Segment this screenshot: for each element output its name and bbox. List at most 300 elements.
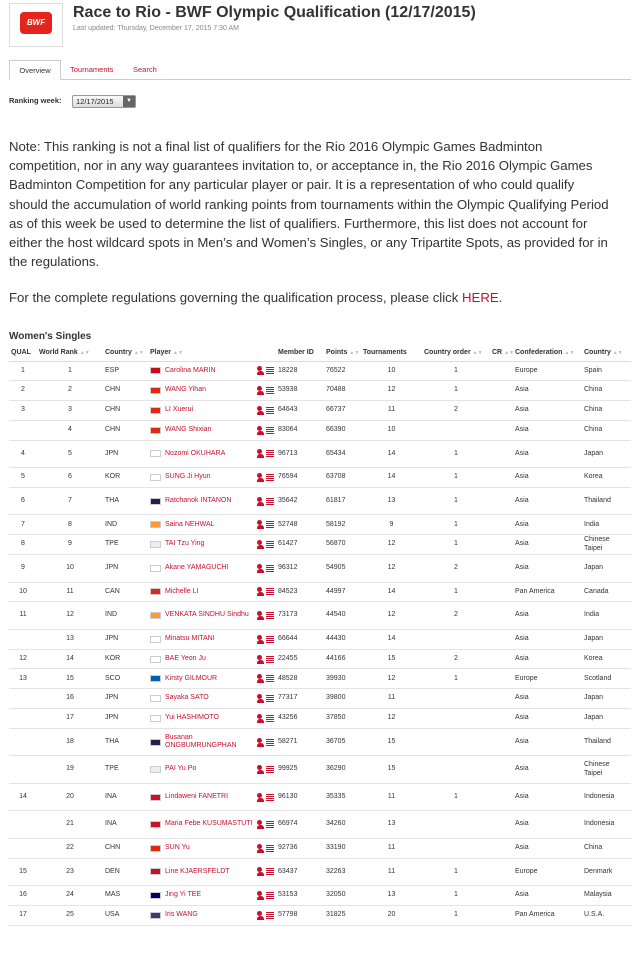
world-rank-cell: 24 xyxy=(37,886,103,906)
member-id-cell: 61427 xyxy=(276,535,324,555)
page-title: Race to Rio - BWF Olympic Qualification (12/17/2015) xyxy=(73,4,476,21)
player-link[interactable]: Michelle LI xyxy=(165,587,199,595)
player-profile-icon[interactable] xyxy=(257,820,274,829)
sort-icon: ▲▼ xyxy=(133,349,144,356)
player-link[interactable]: Iris WANG xyxy=(165,911,198,919)
table-row xyxy=(9,669,631,689)
country-flag-icon xyxy=(150,387,161,394)
country-order-cell: 1 xyxy=(422,582,490,602)
member-id-cell: 58271 xyxy=(276,728,324,756)
player-cell xyxy=(148,361,276,381)
country-order-cell: 1 xyxy=(422,669,490,689)
tournaments-cell: 15 xyxy=(361,649,422,669)
country-flag-icon xyxy=(150,821,161,828)
col-qual[interactable]: QUAL xyxy=(9,344,37,361)
confederation-cell: Europe xyxy=(513,361,582,381)
qual-cell: 11 xyxy=(9,602,37,630)
table-row xyxy=(9,582,631,602)
player-cell xyxy=(148,689,276,709)
member-id-cell: 99925 xyxy=(276,756,324,784)
tournaments-cell: 12 xyxy=(361,669,422,689)
points-cell: 44430 xyxy=(324,629,361,649)
table-row xyxy=(9,440,631,468)
player-profile-icon[interactable] xyxy=(257,520,274,529)
last-updated: Last updated: Thursday, December 17, 2015 7:30 AM xyxy=(73,25,239,32)
member-id-cell: 96130 xyxy=(276,783,324,811)
member-id-cell: 35642 xyxy=(276,487,324,515)
tournaments-cell: 10 xyxy=(361,420,422,440)
player-cell xyxy=(148,555,276,583)
country-order-cell xyxy=(422,689,490,709)
country-code-cell: CHN xyxy=(103,401,148,421)
ranking-week-select[interactable] xyxy=(72,95,136,108)
player-link[interactable]: PAI Yu Po xyxy=(165,765,197,773)
world-rank-cell: 3 xyxy=(37,401,103,421)
table-row xyxy=(9,555,631,583)
table-row xyxy=(9,602,631,630)
regulations-link[interactable]: HERE xyxy=(462,290,499,305)
country-cell: Thailand xyxy=(582,487,631,515)
col-member-id[interactable]: Member ID xyxy=(276,344,324,361)
member-id-cell: 43256 xyxy=(276,709,324,729)
points-cell: 66737 xyxy=(324,401,361,421)
country-order-cell xyxy=(422,811,490,839)
sort-icon: ▲▼ xyxy=(349,349,360,356)
country-code-cell: USA xyxy=(103,905,148,925)
player-link[interactable]: Jing Yi TEE xyxy=(165,891,202,899)
disclaimer-note: Note: This ranking is not a final list of qualifiers for the Rio 2016 Olympic Games Badminton competition, nor in any way guarantees invitation to, or acceptance in, the Rio 2016 Olympic Games Badminton Competition for any particular player or pair. It is a representation of who could qualify should the accumulation of world ranking points from tournaments within the Olympic Qualifying Period as of this week be used to determine the list of qualifiers. Furthermore, this list does not account for either the host wildcard spots in Men’s and Women’s Singles, or any Tripartite Spots, as provided for in the regulations. xyxy=(9,139,609,270)
player-link[interactable]: Line KJAERSFELDT xyxy=(165,867,230,875)
player-link[interactable]: Kirsty GILMOUR xyxy=(165,674,218,682)
confederation-cell: Europe xyxy=(513,858,582,886)
tab-search[interactable]: Search xyxy=(133,65,157,74)
table-row xyxy=(9,401,631,421)
confederation-cell: Asia xyxy=(513,783,582,811)
player-cell xyxy=(148,811,276,839)
tab-tournaments[interactable]: Tournaments xyxy=(70,65,114,74)
player-link[interactable]: WANG Shixian xyxy=(165,426,212,434)
points-cell: 56870 xyxy=(324,535,361,555)
player-profile-icon[interactable] xyxy=(257,674,274,683)
cr-cell xyxy=(490,756,513,784)
tournaments-cell: 11 xyxy=(361,401,422,421)
country-cell: Japan xyxy=(582,440,631,468)
table-row xyxy=(9,381,631,401)
country-flag-icon xyxy=(150,845,161,852)
country-flag-icon xyxy=(150,892,161,899)
table-row xyxy=(9,858,631,886)
col-country-order[interactable]: Country order ▲▼ xyxy=(422,344,490,361)
points-cell: 33190 xyxy=(324,838,361,858)
points-cell: 63708 xyxy=(324,468,361,488)
tournaments-cell: 11 xyxy=(361,858,422,886)
country-code-cell: JPN xyxy=(103,709,148,729)
country-flag-icon xyxy=(150,541,161,548)
country-cell: Indonesia xyxy=(582,783,631,811)
player-profile-icon[interactable] xyxy=(257,635,274,644)
member-id-cell: 48528 xyxy=(276,669,324,689)
qual-cell: 13 xyxy=(9,669,37,689)
country-cell: Denmark xyxy=(582,858,631,886)
player-link[interactable]: TAI Tzu Ying xyxy=(165,540,205,548)
tournaments-cell: 14 xyxy=(361,440,422,468)
sort-icon: ▲▼ xyxy=(612,349,623,356)
tournaments-cell: 12 xyxy=(361,602,422,630)
world-rank-cell: 8 xyxy=(37,515,103,535)
sort-icon: ▲▼ xyxy=(173,349,183,356)
player-link[interactable]: WANG Yihan xyxy=(165,386,206,394)
points-cell: 31825 xyxy=(324,905,361,925)
table-row xyxy=(9,838,631,858)
country-order-cell: 1 xyxy=(422,858,490,886)
world-rank-cell: 6 xyxy=(37,468,103,488)
country-order-cell: 1 xyxy=(422,381,490,401)
table-row xyxy=(9,468,631,488)
member-id-cell: 53153 xyxy=(276,886,324,906)
cr-cell xyxy=(490,468,513,488)
player-profile-icon[interactable] xyxy=(257,867,274,876)
regulations-period: . xyxy=(498,290,503,305)
tab-overview[interactable]: Overview xyxy=(9,60,61,80)
player-profile-icon[interactable] xyxy=(257,449,274,458)
confederation-cell: Asia xyxy=(513,886,582,906)
country-order-cell: 1 xyxy=(422,783,490,811)
player-link[interactable]: SUN Yu xyxy=(165,844,190,851)
col-player[interactable]: Player ▲▼ xyxy=(148,344,276,361)
points-cell: 54905 xyxy=(324,555,361,583)
player-profile-icon[interactable] xyxy=(257,540,274,549)
country-order-cell xyxy=(422,420,490,440)
world-rank-cell: 19 xyxy=(37,756,103,784)
player-link[interactable]: Akane YAMAGUCHI xyxy=(165,564,229,572)
country-cell: Japan xyxy=(582,689,631,709)
player-cell xyxy=(148,728,276,756)
world-rank-cell: 25 xyxy=(37,905,103,925)
world-rank-cell: 21 xyxy=(37,811,103,839)
qual-cell: 15 xyxy=(9,858,37,886)
qual-cell xyxy=(9,709,37,729)
confederation-cell: Asia xyxy=(513,811,582,839)
col-country[interactable]: Country ▲▼ xyxy=(582,344,631,361)
player-link[interactable]: Ratchanok INTANON xyxy=(165,496,232,504)
qual-cell: 2 xyxy=(9,381,37,401)
bwf-logo[interactable] xyxy=(9,3,63,47)
player-link[interactable]: Carolina MARIN xyxy=(165,366,216,374)
country-order-cell: 2 xyxy=(422,555,490,583)
tournaments-cell: 20 xyxy=(361,905,422,925)
regulations-sentence: For the complete regulations governing the qualification process, please click xyxy=(9,290,463,305)
country-code-cell: CAN xyxy=(103,582,148,602)
country-order-cell: 1 xyxy=(422,886,490,906)
country-flag-icon xyxy=(150,565,161,572)
player-profile-icon[interactable] xyxy=(257,587,274,596)
player-cell xyxy=(148,783,276,811)
cr-cell xyxy=(490,858,513,886)
player-profile-icon[interactable] xyxy=(257,891,274,900)
country-flag-icon xyxy=(150,766,161,773)
country-flag-icon xyxy=(150,695,161,702)
col-points[interactable]: Points ▲▼ xyxy=(324,344,361,361)
player-cell xyxy=(148,440,276,468)
country-flag-icon xyxy=(150,739,161,746)
table-row xyxy=(9,487,631,515)
cr-cell xyxy=(490,629,513,649)
confederation-cell: Asia xyxy=(513,602,582,630)
country-flag-icon xyxy=(150,521,161,528)
player-link[interactable]: Lindaweni FANETRI xyxy=(165,792,229,800)
cr-cell xyxy=(490,838,513,858)
world-rank-cell: 1 xyxy=(37,361,103,381)
country-flag-icon xyxy=(150,912,161,919)
col-cr[interactable]: CR ▲▼ xyxy=(490,344,513,361)
member-id-cell: 66974 xyxy=(276,811,324,839)
qual-cell xyxy=(9,420,37,440)
world-rank-cell: 12 xyxy=(37,602,103,630)
member-id-cell: 57798 xyxy=(276,905,324,925)
points-cell: 39930 xyxy=(324,669,361,689)
player-profile-icon[interactable] xyxy=(257,426,274,435)
confederation-cell: Asia xyxy=(513,649,582,669)
player-cell xyxy=(148,515,276,535)
confederation-cell: Asia xyxy=(513,689,582,709)
player-link[interactable]: Yui HASHIMOTO xyxy=(165,714,219,722)
country-code-cell: MAS xyxy=(103,886,148,906)
table-row xyxy=(9,709,631,729)
tournaments-cell: 15 xyxy=(361,756,422,784)
player-profile-icon[interactable] xyxy=(257,366,274,375)
table-row xyxy=(9,811,631,839)
confederation-cell: Pan America xyxy=(513,905,582,925)
country-code-cell: SCO xyxy=(103,669,148,689)
player-link[interactable]: Nozomi OKUHARA xyxy=(165,449,226,457)
member-id-cell: 52748 xyxy=(276,515,324,535)
player-cell xyxy=(148,756,276,784)
country-code-cell: CHN xyxy=(103,838,148,858)
player-link[interactable]: Sayaka SATO xyxy=(165,694,209,702)
country-order-cell: 2 xyxy=(422,602,490,630)
member-id-cell: 53938 xyxy=(276,381,324,401)
points-cell: 44540 xyxy=(324,602,361,630)
country-cell: Malaysia xyxy=(582,886,631,906)
country-flag-icon xyxy=(150,794,161,801)
country-code-cell: KOR xyxy=(103,649,148,669)
cr-cell xyxy=(490,361,513,381)
member-id-cell: 73173 xyxy=(276,602,324,630)
tournaments-cell: 12 xyxy=(361,381,422,401)
player-link[interactable]: VENKATA SINDHU Sindhu xyxy=(165,611,249,619)
points-cell: 32050 xyxy=(324,886,361,906)
country-code-cell: INA xyxy=(103,783,148,811)
country-cell: Japan xyxy=(582,629,631,649)
world-rank-cell: 20 xyxy=(37,783,103,811)
country-code-cell: CHN xyxy=(103,381,148,401)
player-profile-icon[interactable] xyxy=(257,497,274,506)
player-profile-icon[interactable] xyxy=(257,655,274,664)
world-rank-cell: 2 xyxy=(37,381,103,401)
qual-cell: 10 xyxy=(9,582,37,602)
player-cell xyxy=(148,582,276,602)
points-cell: 35335 xyxy=(324,783,361,811)
cr-cell xyxy=(490,440,513,468)
country-code-cell: ESP xyxy=(103,361,148,381)
tournaments-cell: 11 xyxy=(361,689,422,709)
country-cell: Scotland xyxy=(582,669,631,689)
country-code-cell: JPN xyxy=(103,689,148,709)
qual-cell xyxy=(9,838,37,858)
country-order-cell xyxy=(422,629,490,649)
table-row xyxy=(9,361,631,381)
cr-cell xyxy=(490,582,513,602)
country-code-cell: TPE xyxy=(103,535,148,555)
player-profile-icon[interactable] xyxy=(257,406,274,415)
country-flag-icon xyxy=(150,636,161,643)
country-code-cell: JPN xyxy=(103,629,148,649)
points-cell: 36290 xyxy=(324,756,361,784)
tournaments-cell: 11 xyxy=(361,783,422,811)
world-rank-cell: 23 xyxy=(37,858,103,886)
sort-icon: ▲▼ xyxy=(504,349,515,356)
member-id-cell: 83064 xyxy=(276,420,324,440)
player-link[interactable]: Busanan ONGBUMRUNGPHAN xyxy=(165,733,237,750)
table-row xyxy=(9,535,631,555)
player-profile-icon[interactable] xyxy=(257,714,274,723)
qual-cell: 6 xyxy=(9,487,37,515)
player-profile-icon[interactable] xyxy=(257,473,274,482)
world-rank-cell: 5 xyxy=(37,440,103,468)
member-id-cell: 22455 xyxy=(276,649,324,669)
player-link[interactable]: BAE Yeon Ju xyxy=(165,654,206,662)
player-profile-icon[interactable] xyxy=(257,564,274,573)
tournaments-cell: 14 xyxy=(361,468,422,488)
col-tournaments[interactable]: Tournaments xyxy=(361,344,422,361)
confederation-cell: Asia xyxy=(513,629,582,649)
country-cell: Canada xyxy=(582,582,631,602)
player-profile-icon[interactable] xyxy=(257,738,274,747)
player-cell xyxy=(148,629,276,649)
country-cell: Thailand xyxy=(582,728,631,756)
country-cell: China xyxy=(582,381,631,401)
player-profile-icon[interactable] xyxy=(257,765,274,774)
col-confederation[interactable]: Confederation ▲▼ xyxy=(513,344,582,361)
country-cell: Chinese Taipei xyxy=(582,756,631,784)
country-order-cell: 1 xyxy=(422,361,490,381)
confederation-cell: Asia xyxy=(513,420,582,440)
player-cell xyxy=(148,487,276,515)
player-cell xyxy=(148,535,276,555)
player-cell xyxy=(148,468,276,488)
confederation-cell: Pan America xyxy=(513,582,582,602)
table-row xyxy=(9,886,631,906)
col-country-code[interactable]: Country ▲▼ xyxy=(103,344,148,361)
world-rank-cell: 11 xyxy=(37,582,103,602)
points-cell: 61817 xyxy=(324,487,361,515)
qual-cell: 9 xyxy=(9,555,37,583)
cr-cell xyxy=(490,381,513,401)
confederation-cell: Asia xyxy=(513,555,582,583)
col-world-rank[interactable]: World Rank ▲▼ xyxy=(37,344,103,361)
cr-cell xyxy=(490,728,513,756)
confederation-cell: Asia xyxy=(513,381,582,401)
ranking-week-label: Ranking week: xyxy=(9,96,62,105)
qual-cell: 8 xyxy=(9,535,37,555)
country-flag-icon xyxy=(150,675,161,682)
world-rank-cell: 14 xyxy=(37,649,103,669)
confederation-cell: Asia xyxy=(513,756,582,784)
country-cell: Spain xyxy=(582,361,631,381)
qual-cell: 17 xyxy=(9,905,37,925)
country-flag-icon xyxy=(150,868,161,875)
player-profile-icon[interactable] xyxy=(257,793,274,802)
table-row xyxy=(9,420,631,440)
confederation-cell: Asia xyxy=(513,535,582,555)
country-flag-icon xyxy=(150,407,161,414)
player-profile-icon[interactable] xyxy=(257,611,274,620)
points-cell: 34260 xyxy=(324,811,361,839)
points-cell: 65434 xyxy=(324,440,361,468)
player-profile-icon[interactable] xyxy=(257,844,274,853)
qual-cell: 5 xyxy=(9,468,37,488)
country-flag-icon xyxy=(150,474,161,481)
member-id-cell: 64643 xyxy=(276,401,324,421)
country-flag-icon xyxy=(150,427,161,434)
world-rank-cell: 4 xyxy=(37,420,103,440)
player-link[interactable]: Maria Febe KUSUMASTUTI xyxy=(165,820,253,828)
world-rank-cell: 16 xyxy=(37,689,103,709)
country-order-cell: 1 xyxy=(422,515,490,535)
points-cell: 76522 xyxy=(324,361,361,381)
confederation-cell: Asia xyxy=(513,487,582,515)
tournaments-cell: 12 xyxy=(361,709,422,729)
country-cell: Indonesia xyxy=(582,811,631,839)
player-link[interactable]: SUNG Ji Hyun xyxy=(165,473,211,481)
country-cell: India xyxy=(582,602,631,630)
world-rank-cell: 15 xyxy=(37,669,103,689)
country-flag-icon xyxy=(150,715,161,722)
qual-cell: 1 xyxy=(9,361,37,381)
qual-cell: 14 xyxy=(9,783,37,811)
player-profile-icon[interactable] xyxy=(257,694,274,703)
confederation-cell: Asia xyxy=(513,468,582,488)
player-cell xyxy=(148,709,276,729)
sort-icon: ▲▼ xyxy=(564,349,575,356)
player-profile-icon[interactable] xyxy=(257,386,274,395)
country-code-cell: TPE xyxy=(103,756,148,784)
cr-cell xyxy=(490,649,513,669)
country-flag-icon xyxy=(150,656,161,663)
country-cell: Korea xyxy=(582,649,631,669)
table-row xyxy=(9,515,631,535)
section-title: Women's Singles xyxy=(9,331,92,342)
country-code-cell: DEN xyxy=(103,858,148,886)
player-profile-icon[interactable] xyxy=(257,911,274,920)
cr-cell xyxy=(490,602,513,630)
cr-cell xyxy=(490,811,513,839)
player-link[interactable]: LI Xuerui xyxy=(165,406,194,414)
country-code-cell: CHN xyxy=(103,420,148,440)
country-order-cell: 2 xyxy=(422,649,490,669)
player-link[interactable]: Minatsu MITANI xyxy=(165,635,215,643)
country-code-cell: IND xyxy=(103,515,148,535)
player-link[interactable]: Saina NEHWAL xyxy=(165,520,215,528)
confederation-cell: Asia xyxy=(513,401,582,421)
ranking-week-value: 12/17/2015 xyxy=(76,97,114,106)
tournaments-cell: 15 xyxy=(361,728,422,756)
member-id-cell: 66644 xyxy=(276,629,324,649)
country-order-cell xyxy=(422,728,490,756)
points-cell: 66390 xyxy=(324,420,361,440)
tournaments-cell: 14 xyxy=(361,629,422,649)
ranking-table xyxy=(9,344,631,926)
